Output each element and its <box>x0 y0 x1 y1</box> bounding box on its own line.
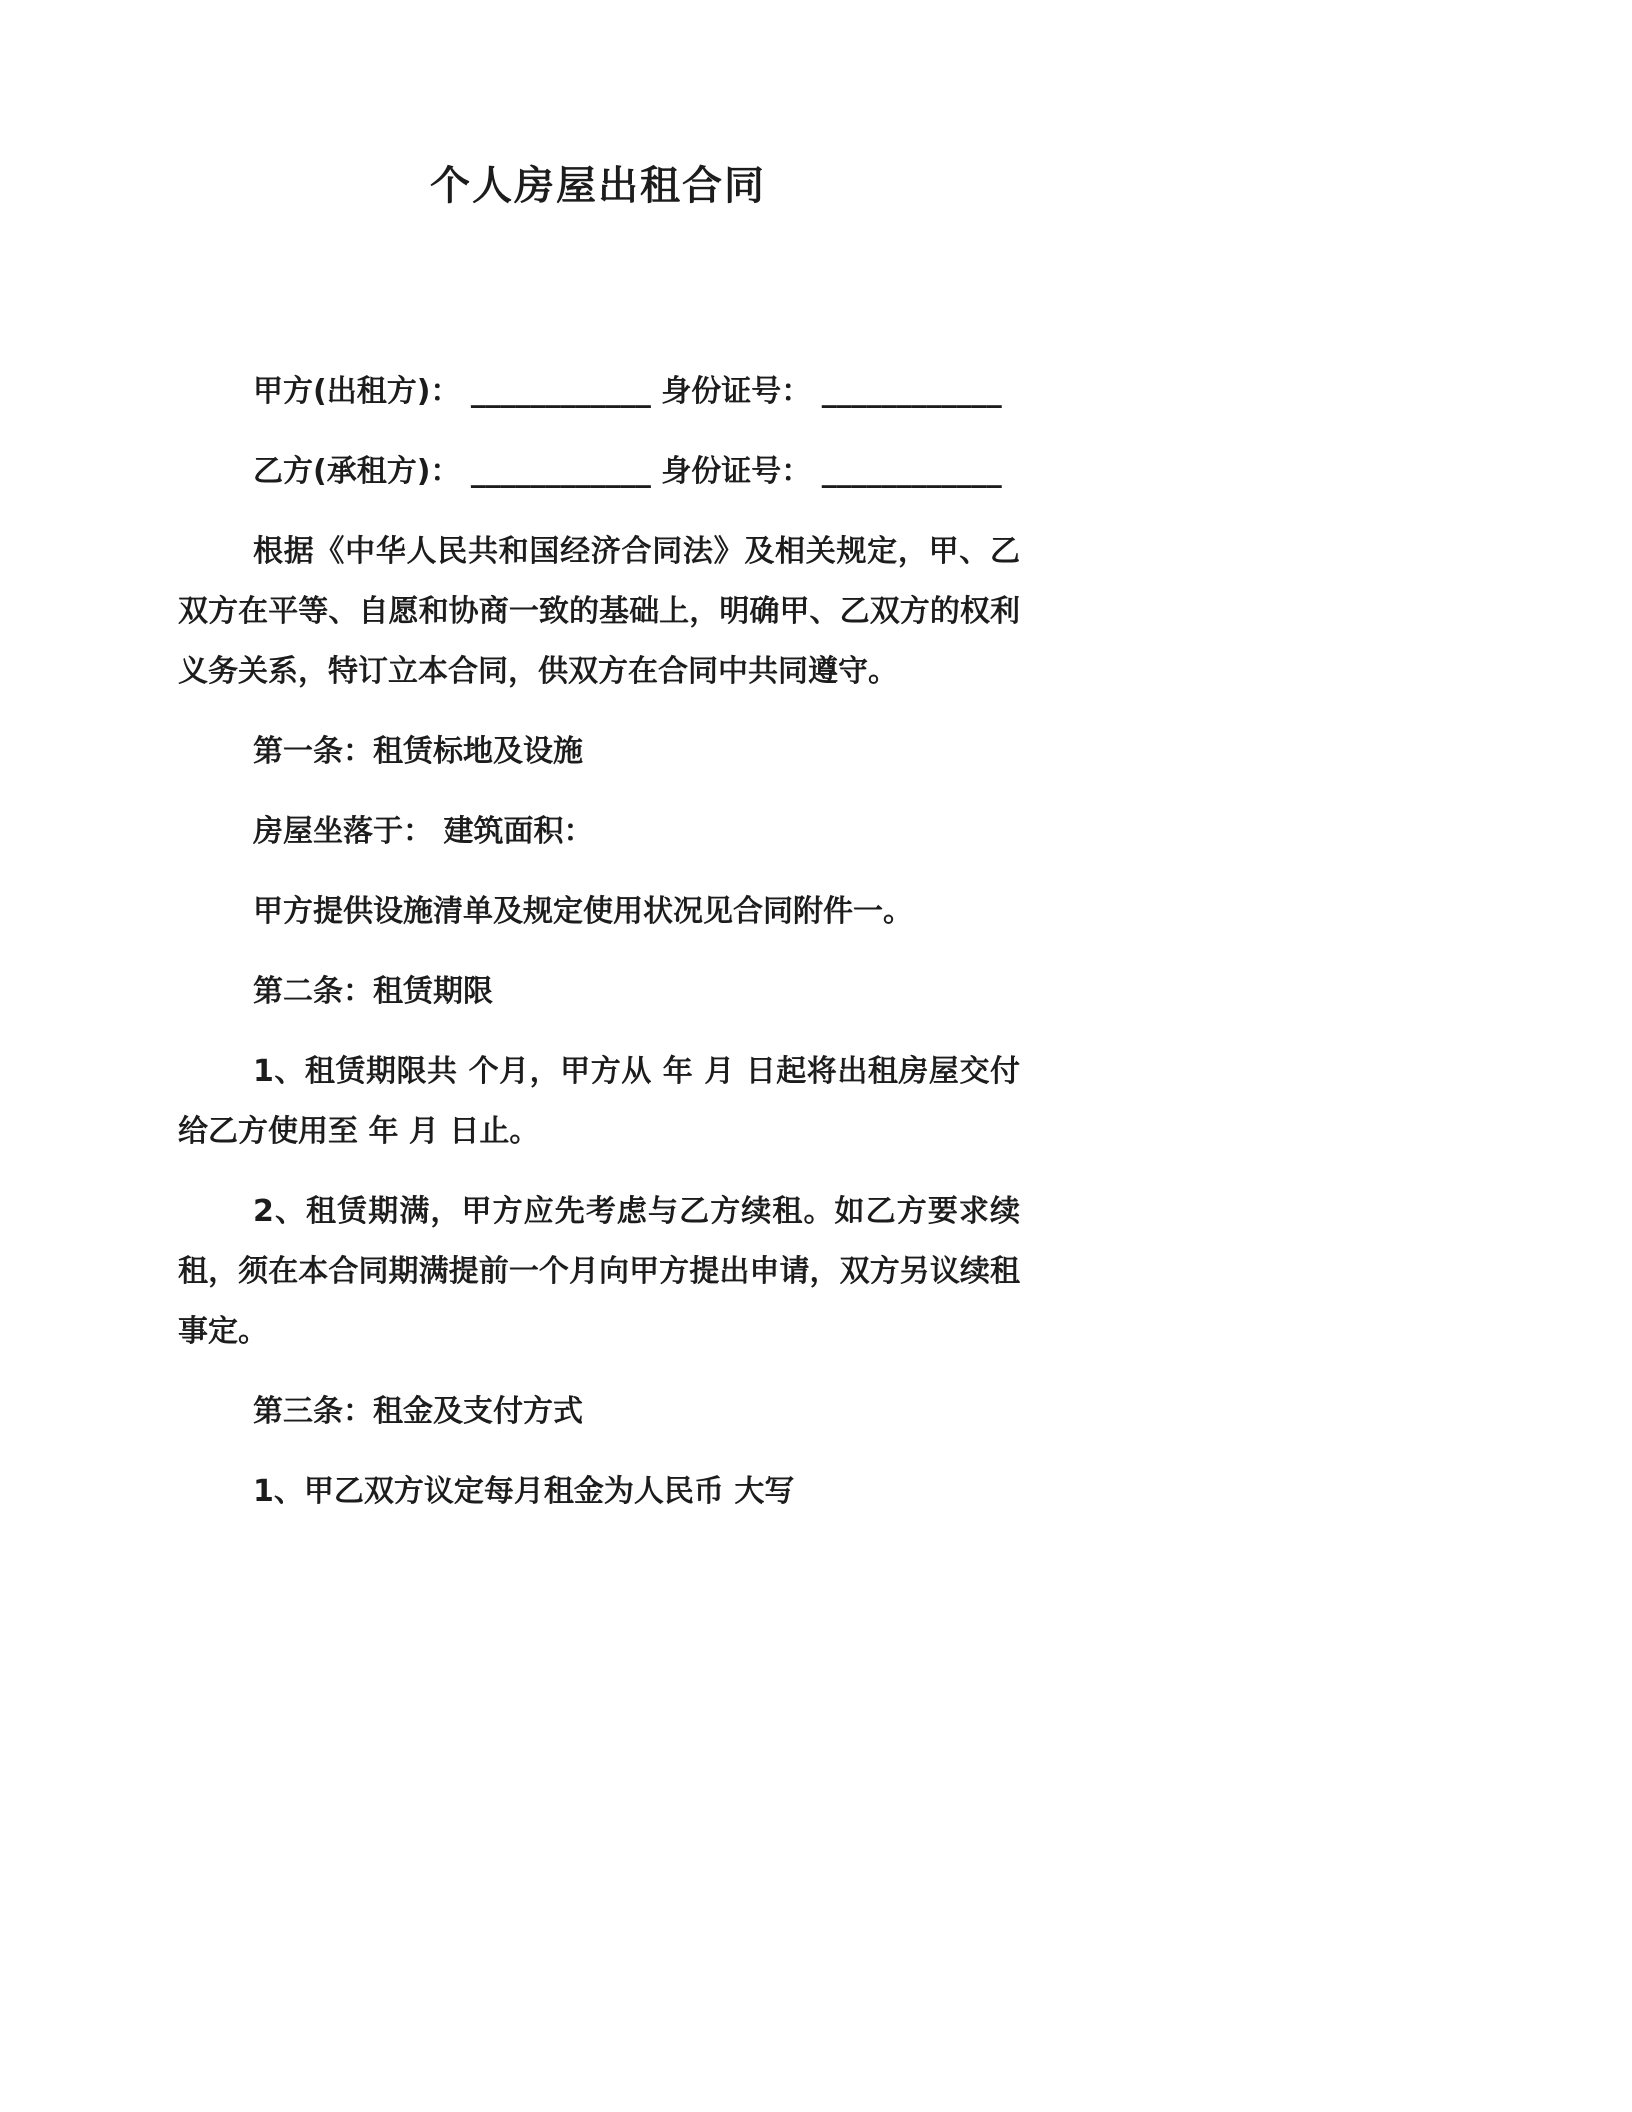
paragraph-article-2-item-1: 1、租赁期限共 个月，甲方从 年 月 日起将出租房屋交付给乙方使用至 年 月 日止。 <box>178 1054 1020 1149</box>
document-title: 个人房屋出租合同 <box>430 163 766 209</box>
document-body <box>178 362 1020 1542</box>
heading-article-1: 第一条：租赁标地及设施 <box>253 734 583 769</box>
paragraph-article-1-facilities: 甲方提供设施清单及规定使用状况见合同附件一。 <box>253 894 913 929</box>
paragraph-party-b: 乙方(承租方)： ____________ 身份证号： ____________ <box>253 454 1002 489</box>
paragraph-article-2-item-2: 2、租赁期满，甲方应先考虑与乙方续租。如乙方要求续租，须在本合同期满提前一个月向甲方提出申请，双方另议续租事定。 <box>178 1194 1020 1349</box>
paragraph-preamble: 根据《中华人民共和国经济合同法》及相关规定，甲、乙双方在平等、自愿和协商一致的基础上，明确甲、乙双方的权利义务关系，特订立本合同，供双方在合同中共同遵守。 <box>178 534 1020 689</box>
heading-article-2: 第二条：租赁期限 <box>253 974 493 1009</box>
heading-article-3: 第三条：租金及支付方式 <box>253 1394 583 1429</box>
paragraph-party-a: 甲方(出租方)： ____________ 身份证号： ____________ <box>253 374 1002 409</box>
paragraph-article-3-item-1: 1、甲乙双方议定每月租金为人民币 大写 <box>253 1474 795 1509</box>
paragraph-article-1-location: 房屋坐落于： 建筑面积： <box>253 814 594 849</box>
